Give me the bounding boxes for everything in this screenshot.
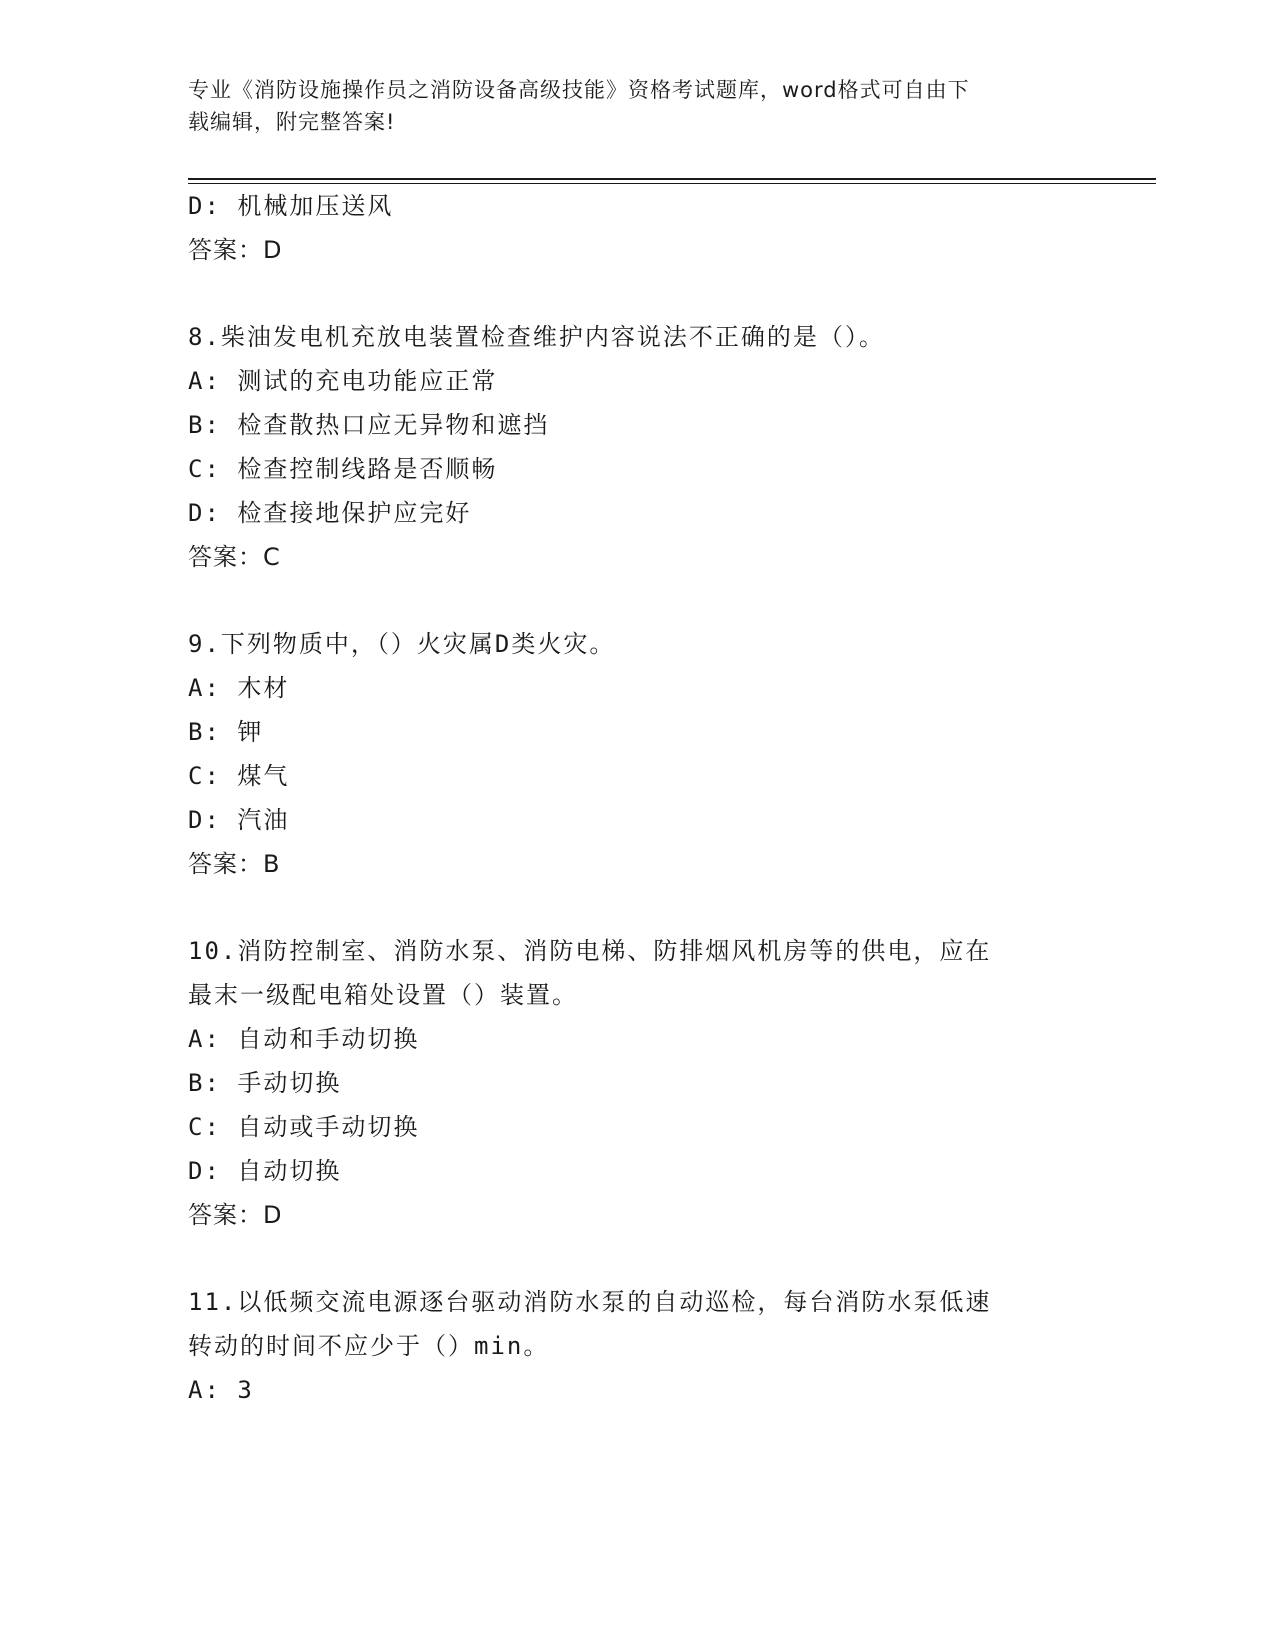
- q11-question-line-1: 11.以低频交流电源逐台驱动消防水泵的自动巡检，每台消防水泵低速: [188, 1288, 992, 1316]
- prev-option-d: D: 机械加压送风: [188, 192, 394, 220]
- q8-option-d: D: 检查接地保护应完好: [188, 499, 472, 527]
- q10-option-a: A: 自动和手动切换: [188, 1025, 420, 1053]
- q9-option-d: D: 汽油: [188, 806, 290, 834]
- q10-answer: 答案：D: [188, 1201, 283, 1229]
- q9-answer: 答案：B: [188, 850, 281, 878]
- q9-option-c: C: 煤气: [188, 762, 290, 790]
- q10-option-b: B: 手动切换: [188, 1069, 342, 1097]
- q8-option-a: A: 测试的充电功能应正常: [188, 367, 498, 395]
- header-rule-thin: [188, 183, 1156, 184]
- q11-option-a: A: 3: [188, 1376, 254, 1404]
- q10-option-d: D: 自动切换: [188, 1157, 342, 1185]
- header-line-2: 载编辑，附完整答案!: [188, 110, 396, 134]
- q10-question-line-2: 最末一级配电箱处设置（）装置。: [188, 981, 578, 1009]
- document-header: [188, 74, 1088, 138]
- q8-option-c: C: 检查控制线路是否顺畅: [188, 455, 498, 483]
- header-line-1: 专业《消防设施操作员之消防设备高级技能》资格考试题库，word格式可自由下: [188, 78, 970, 102]
- q8-option-b: B: 检查散热口应无异物和遮挡: [188, 411, 550, 439]
- q11-question-line-2: 转动的时间不应少于（）min。: [188, 1332, 550, 1360]
- prev-answer: 答案：D: [188, 236, 283, 264]
- q9-option-b: B: 钾: [188, 718, 264, 746]
- q8-question: 8.柴油发电机充放电装置检查维护内容说法不正确的是（）。: [188, 323, 885, 351]
- q9-option-a: A: 木材: [188, 674, 290, 702]
- q10-question-line-1: 10.消防控制室、消防水泵、消防电梯、防排烟风机房等的供电，应在: [188, 937, 992, 965]
- q10-option-c: C: 自动或手动切换: [188, 1113, 420, 1141]
- header-rule-thick: [188, 178, 1156, 180]
- q9-question: 9.下列物质中，（）火灾属D类火灾。: [188, 630, 616, 658]
- q8-answer: 答案：C: [188, 543, 281, 571]
